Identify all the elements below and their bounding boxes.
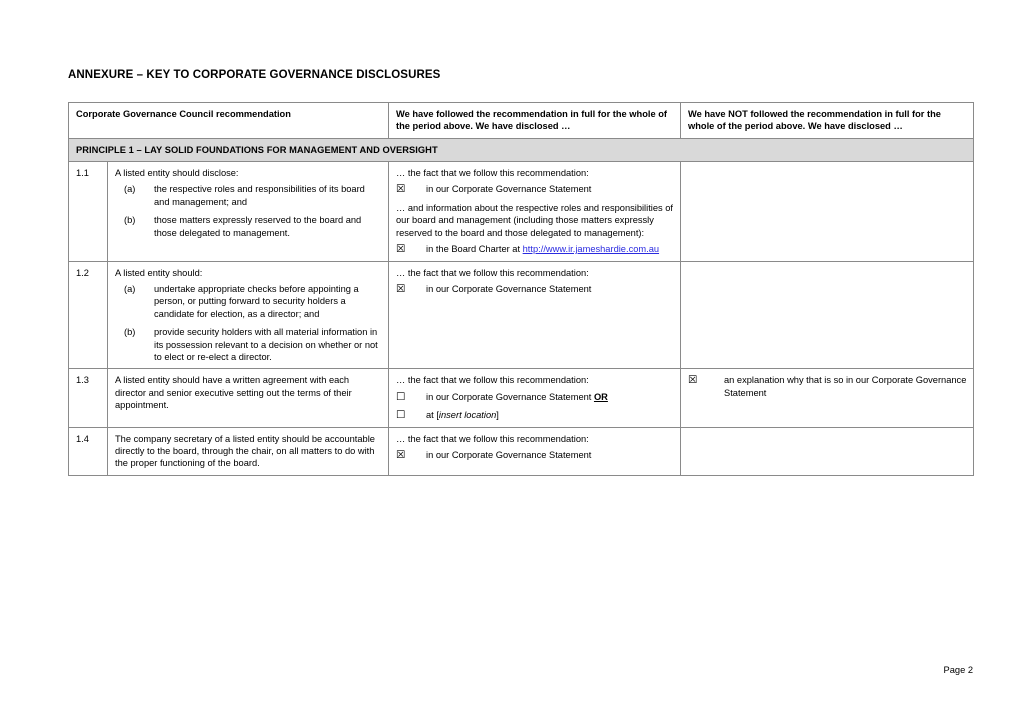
header-not-followed: We have NOT followed the recommendation in full for the whole of the period above. We have disclosed … xyxy=(681,103,974,139)
row-followed xyxy=(389,162,681,262)
board-charter-link[interactable]: http://www.ir.jameshardie.com.au xyxy=(522,244,660,255)
followed-checkbox-row[interactable] xyxy=(396,183,674,196)
principle-banner: PRINCIPLE 1 – LAY SOLID FOUNDATIONS FOR MANAGEMENT AND OVERSIGHT xyxy=(69,138,974,161)
checkbox-checked-icon[interactable]: ☒ xyxy=(396,183,406,196)
row-number: 1.4 xyxy=(69,427,108,475)
rec-subitem xyxy=(115,283,382,320)
checkbox-label-text: in our Corporate Governance Statement xyxy=(426,391,594,402)
rec-subitem-label: (b) xyxy=(124,327,136,338)
row-recommendation xyxy=(108,162,389,262)
followed-intro: … the fact that we follow this recommendation: xyxy=(396,375,589,386)
followed-intro: … the fact that we follow this recommendation: xyxy=(396,267,589,278)
row-not-followed xyxy=(681,369,974,428)
followed-checkbox-row[interactable] xyxy=(396,449,674,462)
checkbox-label-prefix: in the Board Charter at xyxy=(426,244,523,255)
row-recommendation xyxy=(108,261,389,369)
checkbox-label: in our Corporate Governance Statement xyxy=(426,284,592,295)
row-recommendation xyxy=(108,369,389,428)
row-followed xyxy=(389,427,681,475)
followed-checkbox-row[interactable] xyxy=(396,409,674,422)
table-row xyxy=(69,369,974,428)
checkbox-unchecked-icon[interactable]: ☐ xyxy=(396,390,406,403)
rec-subitem-label: (b) xyxy=(124,215,136,226)
row-not-followed xyxy=(681,261,974,369)
row-number: 1.1 xyxy=(69,162,108,262)
checkbox-checked-icon[interactable]: ☒ xyxy=(688,374,698,387)
checkbox-label: in our Corporate Governance Statement xyxy=(426,184,592,195)
header-followed: We have followed the recommendation in full for the whole of the period above. We have disclosed … xyxy=(389,103,681,139)
followed-checkbox-row[interactable] xyxy=(396,243,674,256)
rec-intro: A listed entity should have a written agreement with each director and senior executive setting out the terms of their appointment. xyxy=(115,375,352,410)
checkbox-checked-icon[interactable]: ☒ xyxy=(396,243,406,256)
followed-checkbox-row[interactable] xyxy=(396,391,674,404)
rec-intro: A listed entity should: xyxy=(115,267,203,278)
governance-disclosure-table xyxy=(68,102,974,476)
rec-intro: The company secretary of a listed entity should be accountable directly to the board, through the chair, on all matters to do with the proper functioning of the board. xyxy=(115,433,375,469)
rec-subitem-label: (a) xyxy=(124,184,136,195)
page-title: ANNEXURE – KEY TO CORPORATE GOVERNANCE DISCLOSURES xyxy=(68,69,441,81)
row-number: 1.3 xyxy=(69,369,108,428)
rec-intro: A listed entity should disclose: xyxy=(115,168,239,179)
checkbox-label-prefix: at [ xyxy=(426,410,439,421)
followed-intro: … the fact that we follow this recommendation: xyxy=(396,168,589,179)
page-footer: Page 2 xyxy=(943,665,973,675)
row-followed xyxy=(389,369,681,428)
checkbox-label xyxy=(426,391,674,403)
rec-subitem xyxy=(115,183,382,208)
row-recommendation xyxy=(108,427,389,475)
checkbox-label: in our Corporate Governance Statement xyxy=(426,450,592,461)
followed-paragraph-2: … and information about the respective roles and responsibilities of our board and management (including those matters expressly reserved to the board and those delegated to management): xyxy=(396,203,673,238)
checkbox-label xyxy=(426,409,674,421)
row-number: 1.2 xyxy=(69,261,108,369)
checkbox-unchecked-icon[interactable]: ☐ xyxy=(396,409,406,422)
checkbox-label xyxy=(426,243,674,255)
table-row xyxy=(69,162,974,262)
rec-subitem xyxy=(115,214,382,239)
row-not-followed xyxy=(681,162,974,262)
followed-checkbox-row[interactable] xyxy=(396,283,674,296)
header-recommendation: Corporate Governance Council recommendation xyxy=(69,103,389,139)
rec-subitem-text: provide security holders with all material information in its possession relevant to a decision on whether or not to elect or re-elect a director. xyxy=(154,327,378,362)
principle-banner-row xyxy=(69,138,974,161)
row-not-followed xyxy=(681,427,974,475)
checkbox-label: an explanation why that is so in our Corporate Governance Statement xyxy=(724,375,967,398)
table-row xyxy=(69,261,974,369)
rec-subitem-text: those matters expressly reserved to the board and those delegated to management. xyxy=(154,215,362,238)
rec-subitem xyxy=(115,326,382,363)
checkbox-label-suffix: ] xyxy=(496,410,499,421)
checkbox-label-or: OR xyxy=(593,391,608,402)
not-followed-checkbox-row[interactable] xyxy=(688,374,967,399)
rec-subitem-text: undertake appropriate checks before appointing a person, or putting forward to security holders a candidate for election, as a director; and xyxy=(154,284,359,319)
rec-subitem-text: the respective roles and responsibilities of its board and management; and xyxy=(154,184,365,207)
table-row xyxy=(69,427,974,475)
rec-subitem-label: (a) xyxy=(124,284,136,295)
checkbox-checked-icon[interactable]: ☒ xyxy=(396,449,406,462)
row-followed xyxy=(389,261,681,369)
checkbox-label-placeholder: insert location xyxy=(438,410,497,421)
checkbox-checked-icon[interactable]: ☒ xyxy=(396,283,406,296)
table-header-row xyxy=(69,103,974,139)
followed-intro: … the fact that we follow this recommendation: xyxy=(396,433,589,444)
